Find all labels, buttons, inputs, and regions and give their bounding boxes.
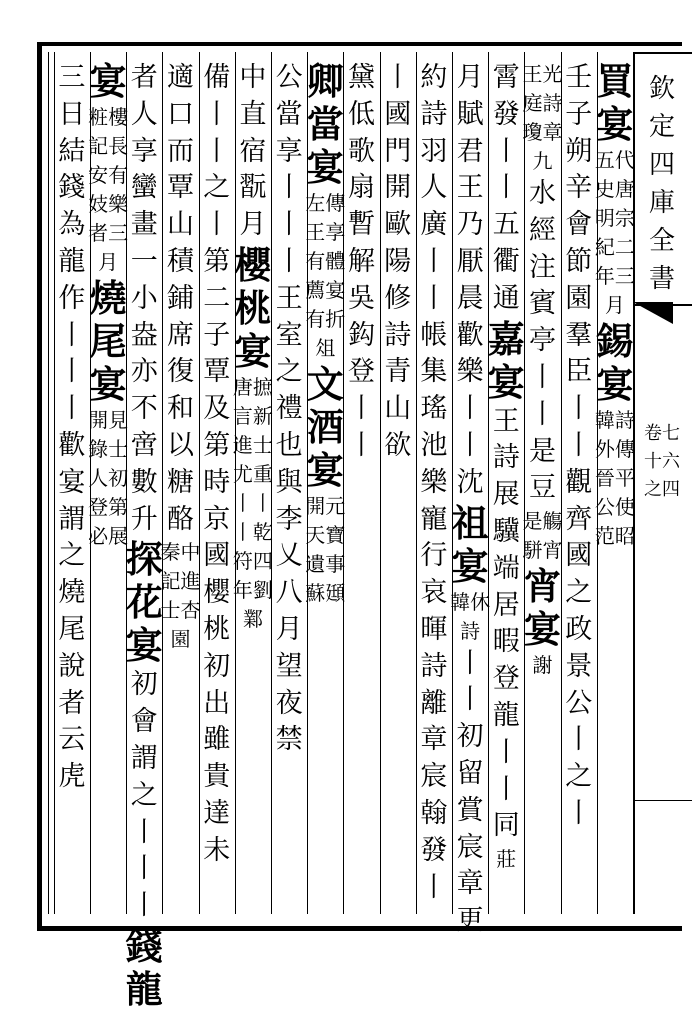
body-text: 中直宿翫月 [239,62,267,241]
annotation-text: 謝 [532,653,553,678]
body-text: 歡宴謂之燒尾說者云虎 [58,429,86,793]
body-text: 王詩展驥端居暇登龍丨丨同 [492,405,520,842]
body-text: 寵行哀暉詩離章宸翰發丨 [420,503,448,903]
edition-title: 欽定四庫全書 [648,74,675,294]
annotation-text: 開見錄士人初登第必展 [88,408,129,548]
body-text: 公當享丨丨丨王室之禮也 [275,62,303,461]
annotation-text: 韓休詩 [450,589,491,643]
entry-heading: 燒尾宴 [89,276,127,406]
entry-heading: 宴 [89,59,127,103]
entry-heading: 卿當宴 [306,59,344,189]
text-column [49,60,95,796]
body-text: 丨丨初留賞宸章更 [456,647,484,937]
annotation-text: 莊 [496,847,517,872]
entry-heading: 探花宴 [125,537,163,668]
body-text: 與李乂八月望夜禁 [275,466,303,756]
body-text: 丨國門開歐陽修詩青山欲 [384,62,412,461]
body-text: 初會謂之丨丨丨 [130,669,158,922]
annotation-text: 是觴駢宵 [522,509,563,563]
annotation-text: 秦中記進士杏園 [160,540,201,652]
body-text: 三日結錢為龍作丨丨丨 [58,62,86,425]
body-text: 備丨丨之丨第二子覃及第時京國櫻桃初出雖貴達未 [203,62,231,866]
entry-heading: 櫻桃宴 [234,242,272,373]
entry-heading: 錫宴 [596,319,634,406]
body-text: 者人享蠻畫一小盎亦不啻數升 [130,62,158,535]
entry-heading: 文酒宴 [306,362,344,492]
fishtail-mark [633,302,673,324]
body-text: 觀齊國之政景公丨之丨 [565,466,593,829]
annotation-text: 五代史唐明宗紀二年三月 [594,148,635,317]
annotation-text: 左傳王享有體薦宴有折俎 [305,191,346,360]
annotation-text: 唐摭言新進士尤重丨丨丨乾符四年劉鄴 [232,374,273,631]
body-text: 霄發丨丨五衢通 [492,62,520,314]
body-text: 水經注賓亭丨丨是豆 [529,178,556,504]
entry-heading: 買宴 [596,59,634,146]
entry-heading: 嘉宴 [487,316,525,404]
annotation-text: 開元天寶遺事蘇頲 [305,494,346,605]
entry-heading: 祖宴 [451,500,489,588]
entry-heading: 錢龍 [125,923,163,1011]
entry-heading: 宵宴 [524,564,561,652]
body-text: 約詩羽人廣丨丨帳集瑤池樂 [420,62,448,498]
body-text: 黛低歌扇暫解吳鈎登丨丨 [348,62,375,461]
volume-label: 卷七十六之四 [644,423,680,500]
body-text: 適口而覃山積鋪席復和以糖酪 [167,62,194,535]
annotation-text: 王光庭詩瓊章九 [522,62,563,173]
margin-tick [633,800,692,801]
annotation-text: 韓詩外傳晉平公使范昭 [594,408,635,548]
annotation-text: 粧樓記長安有妓樂者三月 [88,105,129,274]
body-text: 壬子朔辛會節園羣臣丨丨 [565,62,593,461]
body-text: 月賦君王乃厭晨歡樂丨丨沈 [456,62,484,498]
